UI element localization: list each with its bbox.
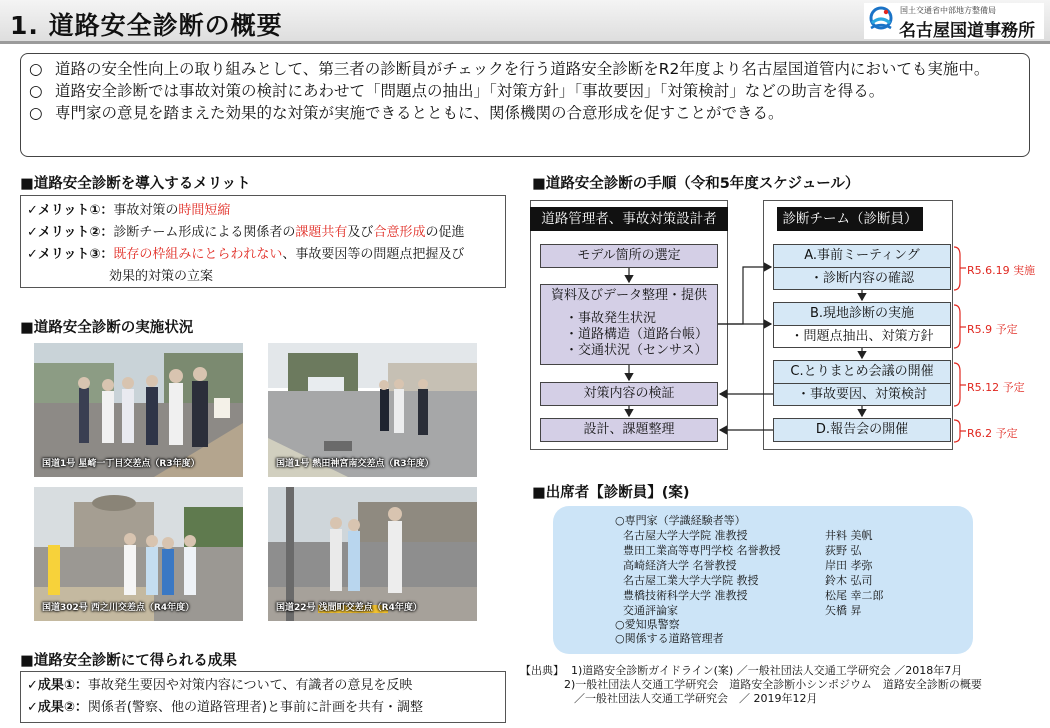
schedule-c: R5.12 予定 — [967, 381, 1025, 394]
attendee-name: 矢橋 昇 — [825, 604, 862, 617]
result-1 — [27, 675, 499, 697]
photo-caption: 国道302号 西之川交差点（R4年度） — [42, 603, 195, 613]
attendee-org: 名古屋工業大学大学院 教授 — [623, 574, 759, 587]
bullet-circle: ○ — [29, 60, 43, 78]
bullet-circle: ○ — [29, 82, 43, 100]
step-a-sub: ・診断内容の確認 — [774, 267, 950, 289]
attendee-name: 井料 美帆 — [825, 529, 873, 542]
merit-label: ✓メリット③： — [27, 247, 114, 262]
photo-caption: 国道1号 星崎一丁目交差点（R3年度） — [42, 459, 200, 469]
attendee-org: 名古屋大学大学院 准教授 — [623, 529, 748, 542]
source-line — [520, 664, 982, 678]
source-label: 【出典】 — [520, 664, 564, 677]
step-b-title: B.現地診断の実施 — [809, 306, 915, 321]
merits-heading: ■道路安全診断を導入するメリット — [20, 176, 251, 192]
source-text: 2)一般社団法人交通工学研究会 道路安全診断小シンポジウム 道路安全診断の概要 — [564, 678, 982, 691]
attendee-group: ○専門家（学識経験者等） — [615, 514, 746, 527]
schedule-b: R5.9 予定 — [967, 323, 1018, 336]
merit-text: 事故対策の — [113, 203, 179, 218]
attendee-group: ○愛知県警察 — [615, 618, 680, 631]
site-photo — [34, 343, 243, 477]
schedule-a: R5.6.19 実施 — [967, 264, 1036, 277]
data-item: ・道路構造（道路台帳） — [565, 327, 709, 342]
attendee-org: 高崎経済大学 名誉教授 — [623, 559, 737, 572]
data-item: ・交通状況（センサス） — [565, 343, 708, 358]
merit-2 — [27, 222, 499, 244]
summary-line — [29, 80, 1021, 102]
summary-text: 道路の安全性向上の取り組みとして、第三者の診断員がチェックを行う道路安全診断をR2年度より名古屋国道管内においても実施中。 — [55, 60, 990, 78]
site-photo — [268, 343, 477, 477]
merit-label: ✓メリット①： — [27, 203, 114, 218]
merit-highlight: 合意形成 — [373, 225, 426, 240]
flow-arrows — [530, 200, 1040, 452]
schedule-d: R6.2 予定 — [967, 427, 1018, 440]
results-box — [20, 671, 506, 723]
summary-line — [29, 58, 1021, 80]
result-label: ✓成果①： — [27, 678, 88, 693]
procedure-heading: ■道路安全診断の手順（令和5年度スケジュール） — [532, 176, 860, 192]
logo-org: 国土交通省中部地方整備局 — [900, 6, 996, 15]
summary-line — [29, 102, 1021, 124]
merits-box — [20, 195, 506, 288]
merit-1 — [27, 200, 499, 222]
mlit-logo-icon — [868, 6, 894, 34]
merit-highlight: 時間短縮 — [178, 203, 231, 218]
merit-text: 、事故要因等の問題点把握及び — [282, 247, 465, 262]
merit-text: の促進 — [425, 225, 465, 240]
merit-highlight: 既存の枠組みにとらわれない — [113, 247, 283, 262]
attendee-name: 松尾 幸二郎 — [825, 589, 884, 602]
step-data-title: 資料及びデータ整理・提供 — [550, 288, 707, 303]
photo-caption: 国道1号 熱田神宮南交差点（R3年度） — [276, 459, 434, 469]
result-label: ✓成果②： — [27, 700, 88, 715]
site-photo — [34, 487, 243, 621]
step-d-report: D.報告会の開催 — [773, 418, 951, 442]
attendee-org: 交通評論家 — [623, 604, 678, 617]
title-bar — [0, 0, 1050, 44]
summary-text: 道路安全診断では事故対策の検討にあわせて「問題点の抽出」「対策方針」「事故要因」「対策検討」などの助言を得る。 — [55, 82, 885, 100]
attendee-group: ○関係する道路管理者 — [615, 632, 724, 645]
manager-column-head: 道路管理者、事故対策設計者 — [530, 207, 728, 231]
merit-highlight: 課題共有 — [295, 225, 348, 240]
result-text: 事故発生要因や対策内容について、有識者の意見を反映 — [87, 678, 413, 693]
source-text: 1)道路安全診断ガイドライン(案) ／一般社団法人交通工学研究会 ／2018年7月 — [571, 664, 963, 677]
result-text: 関係者(警察、他の道路管理者)と事前に計画を共有・調整 — [87, 700, 424, 715]
procedure-diagram — [530, 200, 1040, 452]
step-design: 設計、課題整理 — [540, 418, 718, 442]
step-b-sub: ・問題点抽出、対策方針 — [774, 325, 950, 347]
logo-name: 名古屋国道事務所 — [899, 21, 1035, 41]
step-a-title: A.事前ミーティング — [804, 248, 920, 263]
page-title: 1. 道路安全診断の概要 — [10, 11, 283, 40]
team-column-head: 診断チーム（診断員） — [777, 207, 923, 231]
attendees-heading: ■出席者【診断員】(案) — [532, 485, 690, 501]
source-note — [520, 664, 982, 706]
step-c-title: C.とりまとめ会議の開催 — [790, 364, 934, 379]
source-text: ／一般社団法人交通工学研究会 ／ 2019年12月 — [574, 692, 818, 705]
step-model-selection: モデル箇所の選定 — [540, 244, 718, 268]
merit-label: ✓メリット②： — [27, 225, 114, 240]
attendees-box — [553, 506, 973, 654]
summary-text: 専門家の意見を踏まえた効果的な対策が実施できるとともに、関係機関の合意形成を促すことができる。 — [55, 104, 784, 122]
attendee-name: 鈴木 弘司 — [825, 574, 873, 587]
results-heading: ■道路安全診断にて得られる成果 — [20, 653, 237, 669]
merit-3 — [27, 244, 499, 266]
summary-box — [20, 53, 1030, 157]
logo — [864, 3, 1044, 39]
data-item: ・事故発生状況 — [565, 311, 657, 326]
merit-text: 診断チーム形成による関係者の — [113, 225, 296, 240]
status-heading: ■道路安全診断の実施状況 — [20, 320, 194, 336]
merit-3-cont: 効果的対策の立案 — [109, 269, 214, 284]
bullet-circle: ○ — [29, 104, 43, 122]
site-photo — [268, 487, 477, 621]
step-verify-measures: 対策内容の検証 — [540, 382, 718, 406]
merit-text: 及び — [347, 225, 374, 240]
step-c-sub: ・事故要因、対策検討 — [774, 383, 950, 405]
attendee-name: 岸田 孝弥 — [825, 559, 873, 572]
attendee-org: 豊橋技術科学大学 准教授 — [623, 589, 748, 602]
attendee-org: 豊田工業高等専門学校 名誉教授 — [623, 544, 781, 557]
photo-caption: 国道22号 浅間町交差点（R4年度） — [276, 603, 422, 613]
result-2 — [27, 697, 499, 719]
attendee-name: 荻野 弘 — [825, 544, 862, 557]
